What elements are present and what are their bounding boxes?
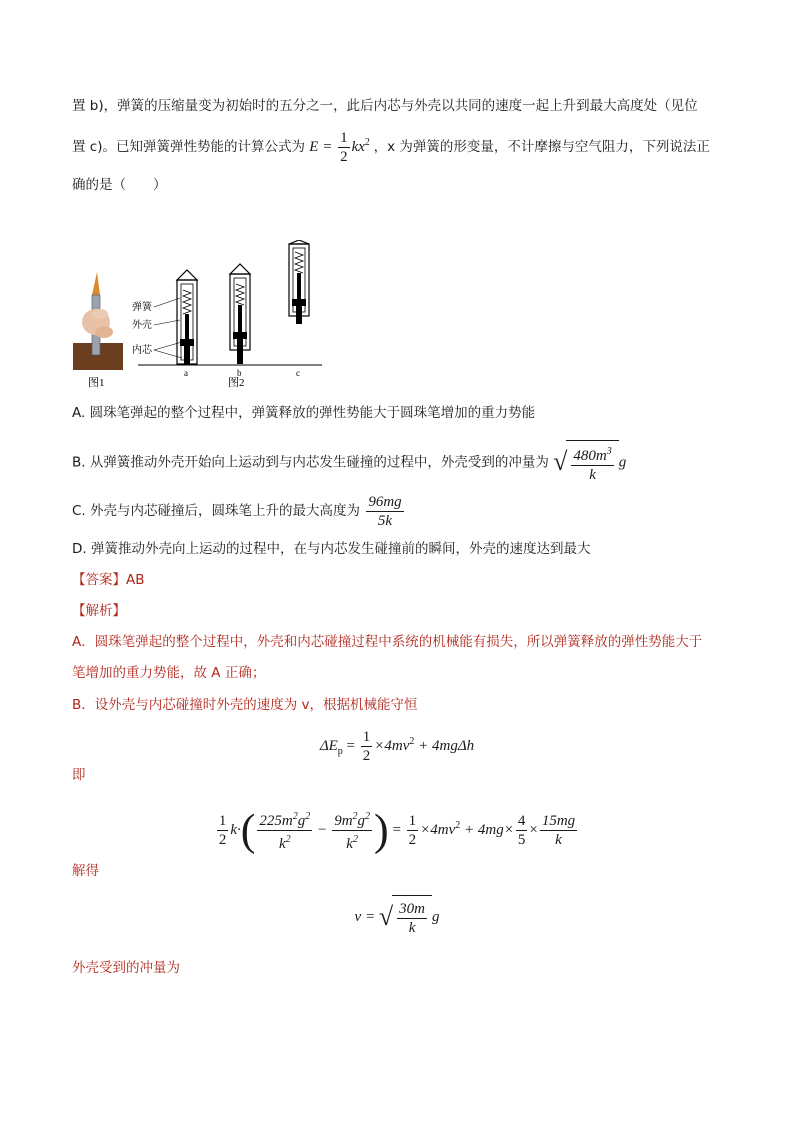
eq2-k: k· [230,822,241,838]
energy-rest: kx [351,138,365,155]
shell-label: 外壳 [132,320,152,331]
label-b: b [237,368,242,378]
energy-formula: E = $\frac{1}{2}$ $kx^2$ [309,130,370,165]
eq2-f4-num: 15mg [541,813,576,830]
intro-line-2 [72,129,710,166]
eq1-half-num: 1 [362,729,371,746]
label-a: a [184,368,188,378]
pen-c [289,240,309,324]
intro-line-2-b: ，x 为弹簧的形变量，不计摩擦与空气阻力，下列说法正 [373,138,710,155]
analysis-a-line-1: A．圆珠笔弹起的整个过程中，外壳和内芯碰撞过程中系统的机械能有损失，所以弹簧释放的弹性势能大于 [72,634,703,650]
impulse-label: 外壳受到的冲量为 [72,960,180,976]
eq1-tail: + 4mgΔh [414,738,475,754]
eq2-eq: = [388,822,405,838]
equation-3: v = √ $\frac{30m}{k}$ g [0,895,794,940]
eq3-lhs: v = [354,909,379,925]
eq3-num: 30m [399,901,425,918]
option-b [72,440,626,485]
analysis-a-line-2: 笔增加的重力势能，故 A 正确； [72,665,266,681]
option-b-num: 480m [573,448,607,465]
eq2-f1-num: 225m [259,813,293,830]
spring-label: 弹簧 [132,302,152,313]
pen-b [230,264,250,364]
eq1-half-den: 2 [362,748,371,765]
equation-1: $\Delta E_p$ = $\frac{1}{2}$ $\times 4mv^2 + 4mg\Delta h$ [319,729,475,765]
jiede-label: 解得 [72,863,99,879]
eq3-tail: g [431,909,440,925]
eq1-lhs: ΔE [319,738,338,754]
analysis-b-line-1: B．设外壳与内芯碰撞时外壳的速度为 v，根据机械能守恒 [72,697,418,713]
option-c-fraction [366,493,403,530]
core-label: 内芯 [132,345,152,356]
figure-1-hand-pen [73,272,123,370]
option-d: D. 弹簧推动外壳向上运动的过程中，在与内芯发生碰撞前的瞬间，外壳的速度达到最大 [72,541,591,557]
option-b-tail: g [618,454,627,471]
half-num: 1 [340,130,348,146]
eq1-eq: = [342,738,359,754]
option-b-den: k [589,467,596,484]
eq2-half-den: 2 [218,832,227,849]
eq2-half-num: 1 [218,813,227,830]
option-b-sqrt: √ $\frac{480m^3}{k}$ [553,440,619,485]
ji-label: 即 [72,767,86,783]
answer-label: 【答案】 [72,572,126,588]
half-den: 2 [340,149,348,165]
eq2-times: × [529,822,538,838]
pen-a [177,270,197,364]
option-c-text: C. 外壳与内芯碰撞后，圆珠笔上升的最大高度为 [72,503,361,519]
option-b-text: B. 从弹簧推动外壳开始向上运动到与内芯发生碰撞的过程中，外壳受到的冲量为 [72,454,549,471]
equation-2: $\frac{1}{2}$ k·( $\frac{225m^2g^2}{k^2}$ − $\frac{9m^2g^2}{k^2}$ ) = $\frac{1}{2}$ $\times 4mv^2 + 4mg\times$ $\frac{4}{5}$ × $\frac{15mg}{k}$ [218,805,576,855]
eq3-den: k [408,920,416,937]
fig2-label: 图2 [228,377,245,389]
intro-line-3: 确的是（ ） [72,177,167,193]
energy-lhs: E = [309,138,333,155]
eq2-f3-num: 4 [517,813,526,830]
fig1-label: 图1 [88,377,105,389]
intro-line-2-a: 置 c)。已知弹簧弹性势能的计算公式为 [72,138,305,155]
eq2-minus: − [314,822,331,838]
answer-line [72,570,145,590]
eq2-f2-den: k [346,836,353,853]
eq2-f3-den: 5 [517,832,526,849]
eq2-plus: + 4mg× [460,822,514,838]
option-c [72,491,406,531]
option-a: A. 圆珠笔弹起的整个过程中，弹簧释放的弹性势能大于圆珠笔增加的重力势能 [72,405,536,421]
label-c: c [296,368,300,378]
option-c-num: 96mg [368,493,402,510]
eq1-sub: p [337,746,343,757]
option-c-den: 5k [377,512,393,529]
eq2-f2-num: 9m [334,813,353,830]
eq2-f1-den: k [278,836,286,853]
eq1-mid: ×4mv [374,738,410,754]
eq2-f4-den: k [555,832,562,849]
analysis-label: 【解析】 [72,603,126,619]
intro-line-1: 置 b)，弹簧的压缩量变为初始时的五分之一，此后内芯与外壳以共同的速度一起上升到最大高度处（见位 [72,98,698,114]
answer-value: AB [126,572,145,588]
half-fraction [338,129,350,166]
eq2-mid: ×4mv [420,822,456,838]
pen-figure [70,240,340,390]
